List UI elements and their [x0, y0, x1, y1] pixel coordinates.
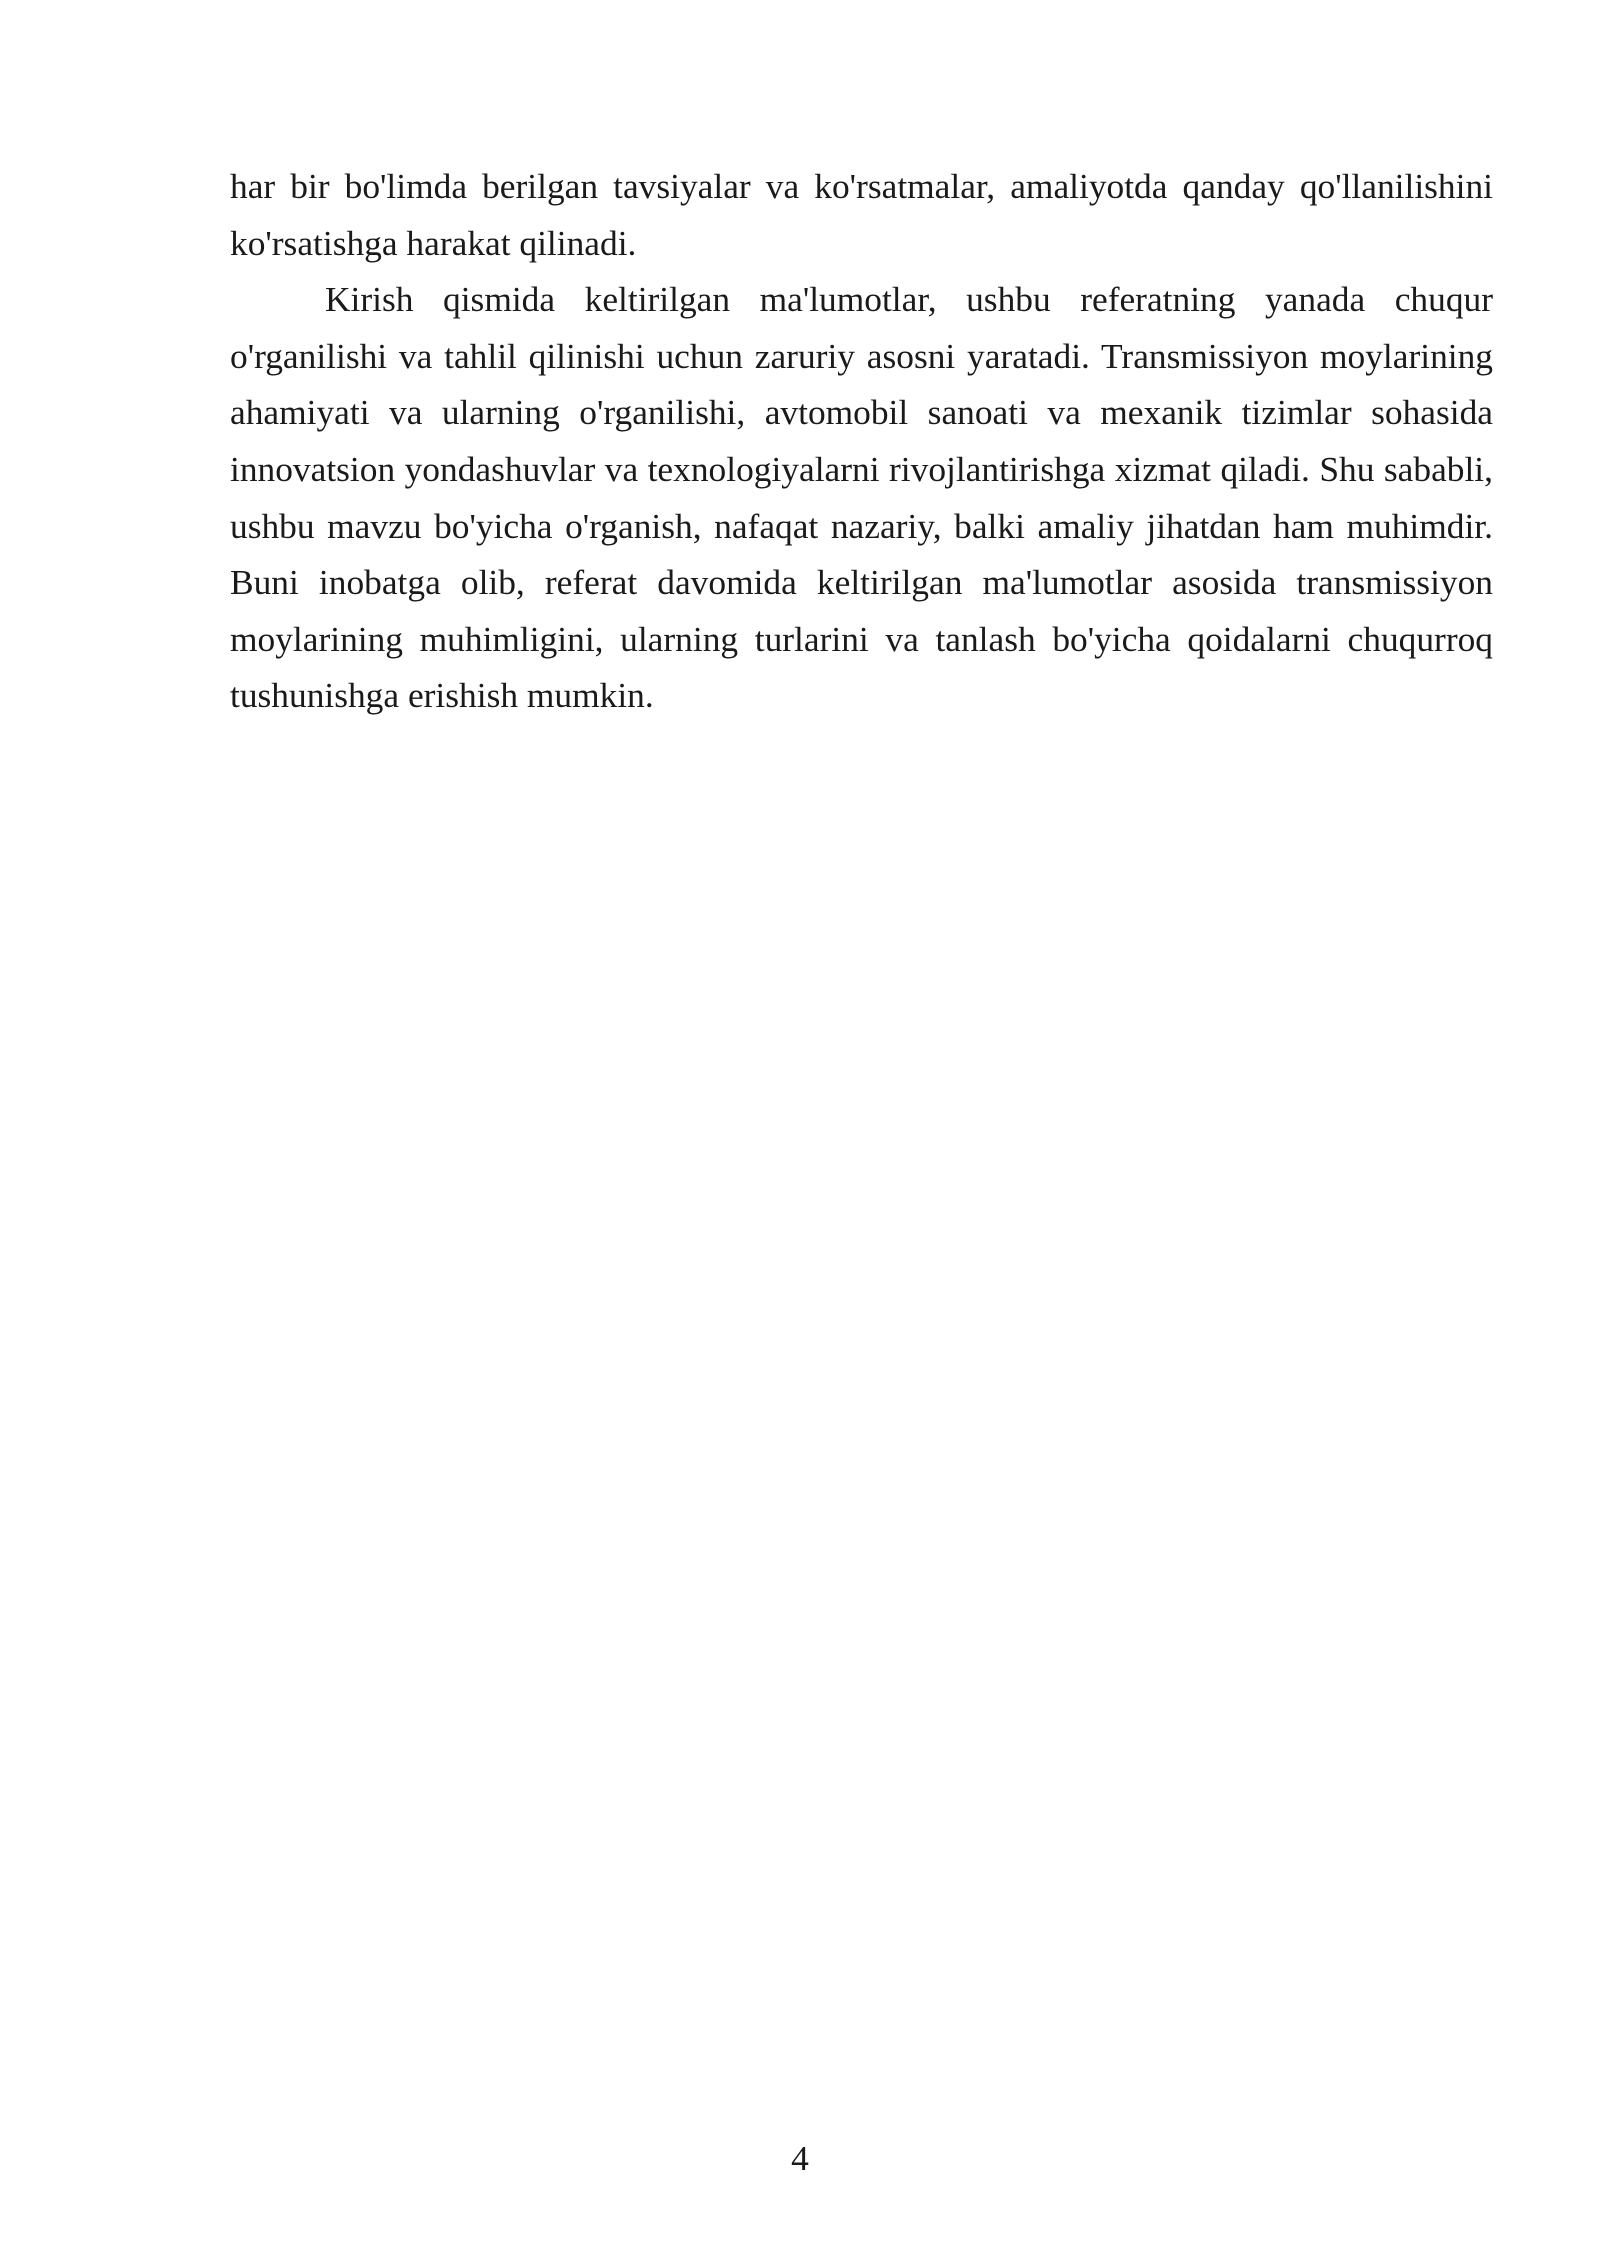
paragraph-introduction-summary: Kirish qismida keltirilgan ma'lumotlar, ushbu referatning yanada chuqur o'rganilishi va tahlil qilinishi uchun zaruriy asosni yaratadi. Transmissiyon moylarining ahamiyati va ularning o'rganilishi, avtomobil sanoati va mexanik tizimlar sohasida innovatsion yondashuvlar va texnologiyalarni rivojlantirishga xizmat qiladi. Shu sababli, ushbu mavzu bo'yicha o'rganish, nafaqat nazariy, balki amaliy jihatdan ham muhimdir. Buni inobatga olib, referat davomida keltirilgan ma'lumotlar asosida transmissiyon moylarining muhimligini, ularning turlarini va tanlash bo'yicha qoidalarni chuqurroq tushunishga erishish mumkin.	[230, 279, 1493, 716]
body-text	[230, 158, 1493, 724]
page-number: 4	[791, 2138, 809, 2178]
paragraph-continuation: har bir bo'limda berilgan tavsiyalar va ko'rsatmalar, amaliyotda qanday qo'llanilishini ko'rsatishga harakat qilinadi.	[230, 166, 1493, 263]
